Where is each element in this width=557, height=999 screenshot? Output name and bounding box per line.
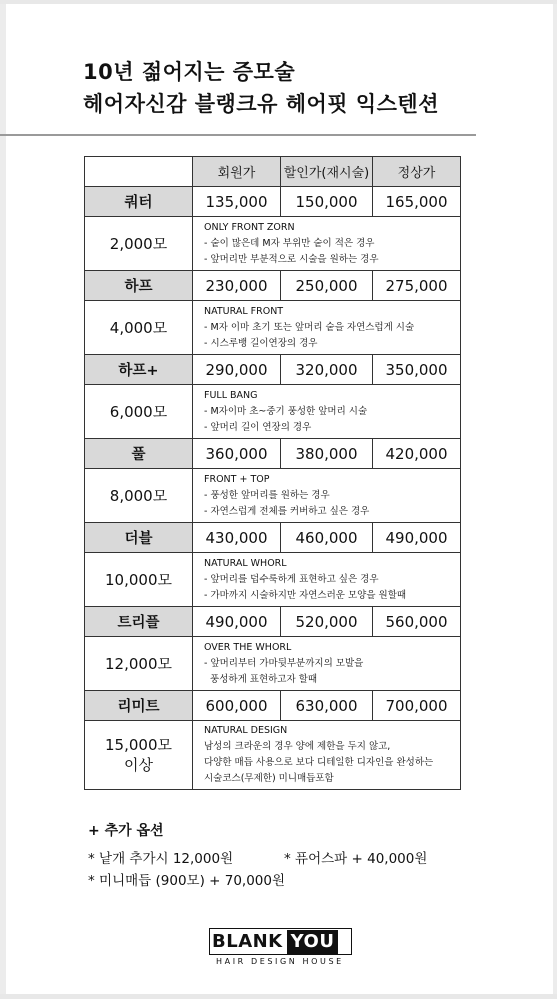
regular-price: 490,000 — [373, 523, 461, 553]
hair-count — [85, 469, 193, 523]
hair-count — [85, 385, 193, 439]
hair-count-value: 2,000모 — [109, 234, 168, 253]
service-description — [193, 553, 461, 607]
table-row-detail — [85, 217, 461, 271]
discount-price: 150,000 — [281, 187, 373, 217]
member-price: 230,000 — [193, 271, 281, 301]
hair-count-value: 12,000모 — [105, 654, 172, 673]
brand-logo — [212, 930, 352, 970]
service-description — [193, 385, 461, 439]
hair-count — [85, 217, 193, 271]
service-description-line: - 시스루뱅 길이연장의 경우 — [204, 337, 318, 349]
regular-price: 700,000 — [373, 691, 461, 721]
service-description-line: - M자이마 초~중기 풍성한 앞머리 시술 — [204, 405, 368, 417]
table-row — [85, 607, 461, 637]
regular-price: 420,000 — [373, 439, 461, 469]
header-member-price: 회원가 — [193, 157, 281, 187]
table-row-detail — [85, 637, 461, 691]
table-row-detail — [85, 553, 461, 607]
member-price: 600,000 — [193, 691, 281, 721]
extra-options-title: + 추가 옵션 — [88, 823, 164, 839]
table-row — [85, 187, 461, 217]
service-description — [193, 721, 461, 790]
regular-price: 275,000 — [373, 271, 461, 301]
service-description-line: 시술코스(무제한) 미니매듭포함 — [204, 773, 334, 784]
hair-count-value: 10,000모 — [105, 570, 172, 589]
logo-word-you: YOU — [287, 930, 339, 954]
page-edge-bottom — [0, 994, 557, 999]
service-description-line: 남성의 크라운의 경우 양에 제한을 두지 않고, — [204, 741, 391, 752]
title-line-1: 10년 젊어지는 증모술 — [83, 60, 296, 84]
service-description-title: NATURAL WHORL — [204, 557, 287, 569]
tier-name: 더블 — [85, 523, 193, 553]
tier-name: 하프+ — [85, 355, 193, 385]
discount-price: 250,000 — [281, 271, 373, 301]
logo-tagline: HAIR DESIGN HOUSE — [216, 957, 344, 966]
hair-count — [85, 637, 193, 691]
member-price: 290,000 — [193, 355, 281, 385]
table-row-detail — [85, 301, 461, 355]
tier-name: 리미트 — [85, 691, 193, 721]
tier-name: 풀 — [85, 439, 193, 469]
logo-wordmark — [212, 930, 338, 954]
regular-price: 165,000 — [373, 187, 461, 217]
page-title — [83, 56, 513, 120]
member-price: 360,000 — [193, 439, 281, 469]
service-description-line: - 숱이 많은데 M자 부위만 숱이 적은 경우 — [204, 237, 375, 249]
discount-price: 460,000 — [281, 523, 373, 553]
discount-price: 630,000 — [281, 691, 373, 721]
service-description-title: NATURAL DESIGN — [204, 725, 288, 736]
tier-name: 쿼터 — [85, 187, 193, 217]
discount-price: 520,000 — [281, 607, 373, 637]
service-description-line: - 앞머리 길이 연장의 경우 — [204, 421, 312, 433]
hair-count-value: 4,000모 — [109, 318, 168, 337]
logo-word-blank: BLANK — [212, 931, 283, 952]
service-description-title: FULL BANG — [204, 389, 258, 401]
option-mini-knot: * 미니매듭 (900모) + 70,000원 — [88, 873, 286, 889]
service-description-line: 풍성하게 표현하고자 할때 — [204, 673, 318, 685]
page-edge-right — [553, 0, 557, 999]
service-description-line: 다양한 매듭 사용으로 보다 디테일한 디자인을 완성하는 — [204, 757, 434, 768]
hair-count — [85, 301, 193, 355]
service-description-line: - 앞머리부터 가마뒷부분까지의 모발을 — [204, 657, 364, 669]
table-row-detail — [85, 385, 461, 439]
service-description-title: FRONT + TOP — [204, 473, 270, 485]
service-description-title: OVER THE WHORL — [204, 641, 292, 653]
title-divider — [0, 134, 476, 136]
service-description-title: ONLY FRONT ZORN — [204, 221, 295, 233]
table-row — [85, 355, 461, 385]
tier-name: 하프 — [85, 271, 193, 301]
member-price: 430,000 — [193, 523, 281, 553]
regular-price: 350,000 — [373, 355, 461, 385]
header-discount-price: 할인가(재시술) — [281, 157, 373, 187]
service-description — [193, 217, 461, 271]
service-description-line: - 가마까지 시술하지만 자연스러운 모양을 원할때 — [204, 589, 407, 601]
service-description — [193, 469, 461, 523]
regular-price: 560,000 — [373, 607, 461, 637]
service-description-line: - 앞머리만 부분적으로 시술을 원하는 경우 — [204, 253, 379, 265]
member-price: 490,000 — [193, 607, 281, 637]
table-row — [85, 691, 461, 721]
hair-count — [85, 721, 193, 790]
hair-count-value: 6,000모 — [109, 402, 168, 421]
service-description-line: - 자연스럽게 전체를 커버하고 싶은 경우 — [204, 505, 370, 517]
service-description — [193, 301, 461, 355]
service-description — [193, 637, 461, 691]
option-single-add: * 낱개 추가시 12,000원 — [88, 851, 234, 867]
price-table — [84, 156, 461, 790]
table-row-detail — [85, 469, 461, 523]
table-header-row — [85, 157, 461, 187]
table-row — [85, 271, 461, 301]
hair-count-value: 15,000모 — [105, 736, 172, 754]
hair-count-value: 8,000모 — [109, 486, 168, 505]
page-edge-left — [0, 0, 6, 999]
table-row — [85, 523, 461, 553]
discount-price: 320,000 — [281, 355, 373, 385]
hair-count — [85, 553, 193, 607]
hair-count-suffix: 이상 — [124, 756, 153, 774]
table-row-detail — [85, 721, 461, 790]
option-pure-spa: * 퓨어스파 + 40,000원 — [284, 851, 428, 867]
header-regular-price: 정상가 — [373, 157, 461, 187]
member-price: 135,000 — [193, 187, 281, 217]
table-row — [85, 439, 461, 469]
service-description-line: - 풍성한 앞머리를 원하는 경우 — [204, 489, 330, 501]
service-description-title: NATURAL FRONT — [204, 305, 284, 317]
discount-price: 380,000 — [281, 439, 373, 469]
service-description-line: - 앞머리를 덥수룩하게 표현하고 싶은 경우 — [204, 573, 379, 585]
page-edge-top — [0, 0, 557, 4]
service-description-line: - M자 이마 초기 또는 앞머리 숱을 자연스럽게 시술 — [204, 321, 415, 333]
title-line-2: 헤어자신감 블랭크유 헤어핏 익스텐션 — [83, 92, 440, 116]
header-blank — [85, 157, 193, 187]
tier-name: 트리플 — [85, 607, 193, 637]
